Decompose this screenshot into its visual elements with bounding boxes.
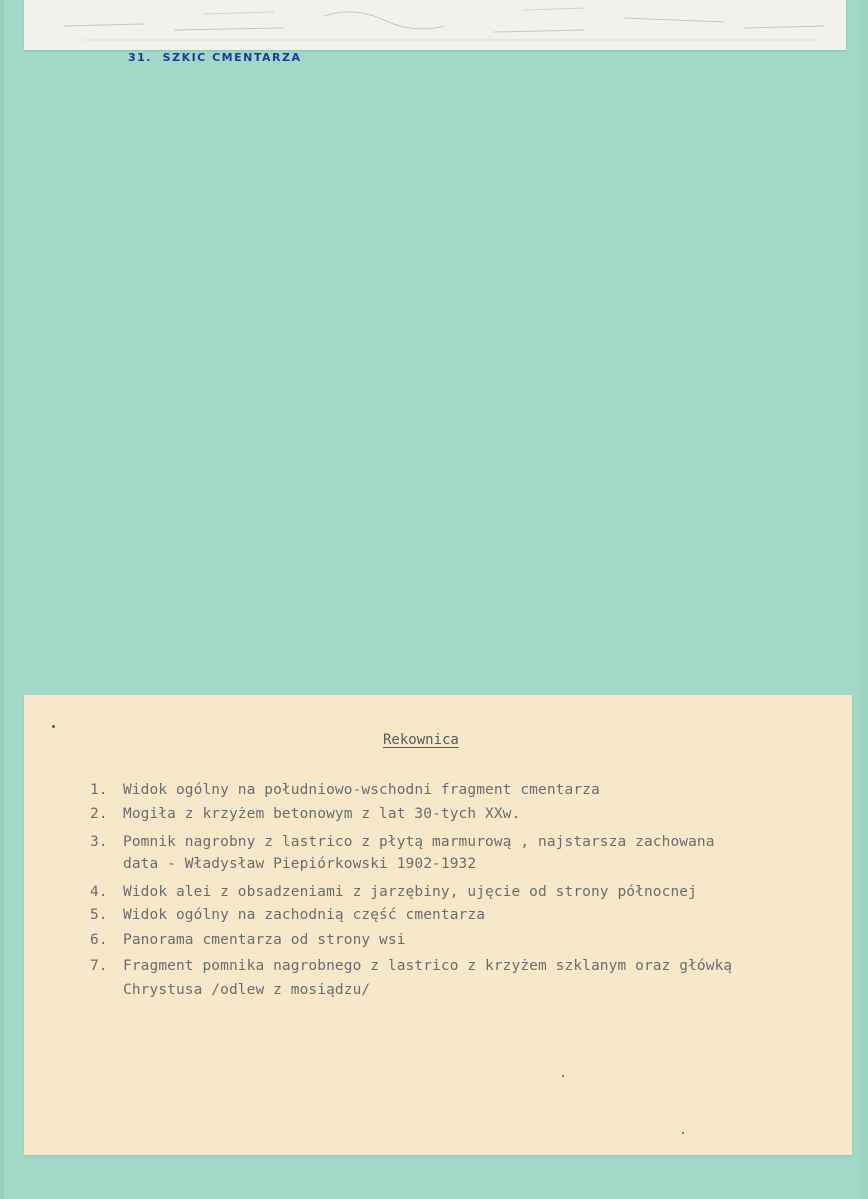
item-text: Fragment pomnika nagrobnego z lastrico z krzyżem szklanym oraz główką — [123, 958, 733, 974]
list-item-continuation — [90, 982, 370, 998]
sketch-drawing — [24, 0, 846, 50]
item-text: Chrystusa /odlew z mosiądzu/ — [123, 982, 371, 998]
paper-speck — [562, 1075, 564, 1077]
item-text: Widok alei z obsadzeniami z jarzębiny, ujęcie od strony północnej — [123, 884, 697, 900]
paper-speck — [682, 1132, 684, 1134]
item-number: 7. — [90, 958, 108, 974]
item-number: 6. — [90, 932, 108, 948]
list-item — [90, 806, 520, 822]
item-number: 4. — [90, 884, 108, 900]
board-right-edge — [860, 0, 868, 1199]
list-item — [90, 907, 485, 923]
item-text: Panorama cmentarza od strony wsi — [123, 932, 406, 948]
item-number: 5. — [90, 907, 108, 923]
card-title: Rekownica — [383, 732, 459, 748]
list-item — [90, 932, 406, 948]
item-text: Widok ogólny na południowo-wschodni fragment cmentarza — [123, 782, 600, 798]
list-item — [90, 884, 697, 900]
item-text: Mogiła z krzyżem betonowym z lat 30-tych XXw. — [123, 806, 521, 822]
item-number: 2. — [90, 806, 108, 822]
heading-number: 31. — [128, 51, 152, 64]
item-text: data - Władysław Piepiórkowski 1902-1932 — [123, 856, 477, 872]
sketch-sheet — [24, 0, 846, 50]
list-item — [90, 958, 732, 974]
sheet-heading — [128, 51, 301, 64]
item-text: Widok ogólny na zachodnią część cmentarza — [123, 907, 486, 923]
board-left-edge — [0, 0, 4, 1199]
list-item — [90, 782, 600, 798]
list-item-continuation — [90, 856, 476, 872]
item-number: 3. — [90, 834, 108, 850]
paper-speck — [52, 725, 55, 728]
list-item — [90, 834, 715, 850]
item-number: 1. — [90, 782, 108, 798]
item-text: Pomnik nagrobny z lastrico z płytą marmurową , najstarsza zachowana — [123, 834, 715, 850]
heading-text: SZKIC CMENTARZA — [162, 51, 302, 64]
caption-card — [24, 695, 852, 1155]
